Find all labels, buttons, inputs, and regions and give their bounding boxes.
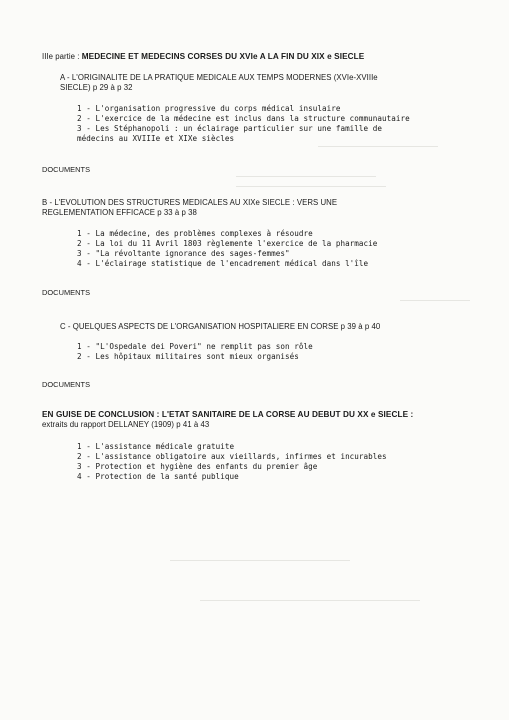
section-a-item-2: 2 - L'exercice de la médecine est inclus dans la structure communautaire <box>77 114 410 123</box>
part-title-prefix: IIIe partie : <box>42 52 82 61</box>
section-b-heading-line2: REGLEMENTATION EFFICACE p 33 à p 38 <box>42 208 197 217</box>
section-a-item-3-cont: médecins au XVIIIe et XIXe siècles <box>77 134 235 143</box>
show-through-line <box>236 186 386 187</box>
show-through-line <box>200 600 420 601</box>
section-b-item-1: 1 - La médecine, des problèmes complexes à résoudre <box>77 229 313 238</box>
section-c-item-1: 1 - "L'Ospedale dei Poveri" ne remplit pas son rôle <box>77 342 313 351</box>
show-through-line <box>170 560 350 561</box>
section-c-heading: C - QUELQUES ASPECTS DE L'ORGANISATION HOSPITALIERE EN CORSE p 39 à p 40 <box>60 322 381 331</box>
section-b-documents: DOCUMENTS <box>42 288 91 297</box>
show-through-line <box>318 146 438 147</box>
section-a-item-3: 3 - Les Stéphanopoli : un éclairage particulier sur une famille de <box>77 124 383 133</box>
conclusion-item-3: 3 - Protection et hygiène des enfants du premier âge <box>77 462 318 471</box>
part-title-text: MEDECINE ET MEDECINS CORSES DU XVIe A LA FIN DU XIX e SIECLE <box>81 52 365 61</box>
conclusion-item-4: 4 - Protection de la santé publique <box>77 472 239 481</box>
section-a-heading-line1: A - L'ORIGINALITE DE LA PRATIQUE MEDICALE AUX TEMPS MODERNES (XVIe-XVIIIe <box>60 73 378 82</box>
section-b-item-4: 4 - L'éclairage statistique de l'encadrement médical dans l'île <box>77 259 369 268</box>
section-a-item-1: 1 - L'organisation progressive du corps médical insulaire <box>77 104 341 113</box>
part-title <box>42 52 364 61</box>
section-b-item-3: 3 - "La révoltante ignorance des sages-femmes" <box>77 249 290 258</box>
conclusion-subtitle: extraits du rapport DELLANEY (1909) p 41 à 43 <box>42 420 210 429</box>
show-through-line <box>400 300 470 301</box>
conclusion-item-2: 2 - L'assistance obligatoire aux vieillards, infirmes et incurables <box>77 452 387 461</box>
show-through-line <box>236 176 376 177</box>
conclusion-item-1: 1 - L'assistance médicale gratuite <box>77 442 235 451</box>
section-a-heading-line2: SIECLE) p 29 à p 32 <box>60 83 133 92</box>
section-c-item-2: 2 - Les hôpitaux militaires sont mieux organisés <box>77 352 299 361</box>
conclusion-title: EN GUISE DE CONCLUSION : L'ETAT SANITAIRE DE LA CORSE AU DEBUT DU XX e SIECLE : <box>42 410 414 419</box>
section-c-documents: DOCUMENTS <box>42 380 91 389</box>
section-b-item-2: 2 - La loi du 11 Avril 1803 règlemente l'exercice de la pharmacie <box>77 239 378 248</box>
section-a-documents: DOCUMENTS <box>42 165 91 174</box>
section-b-heading-line1: B - L'EVOLUTION DES STRUCTURES MEDICALES AU XIXe SIECLE : VERS UNE <box>42 198 338 207</box>
